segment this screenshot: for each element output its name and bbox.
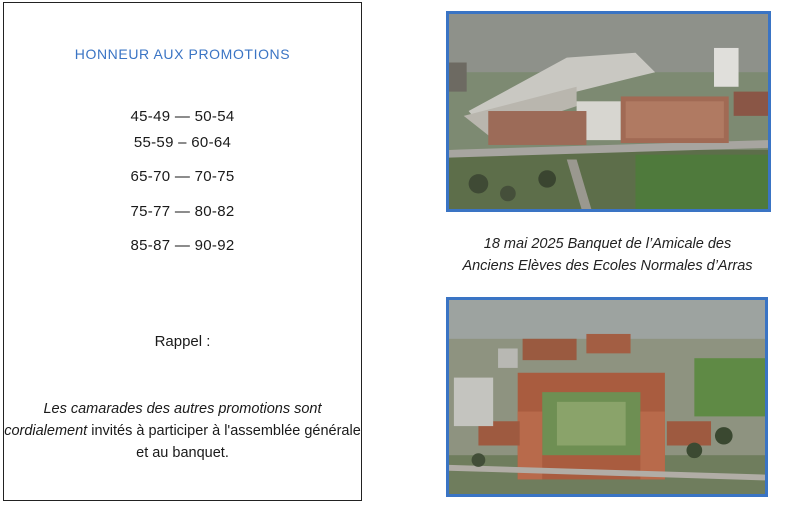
promotion-line: 75-77 — 80-82 bbox=[130, 203, 235, 220]
promotion-line: 45-49 — 50-54 bbox=[130, 108, 235, 125]
aerial-photo-bottom-image bbox=[449, 300, 765, 494]
event-caption-line-2: Anciens Elèves des Ecoles Normales d’Arras bbox=[462, 258, 753, 274]
aerial-photo-bottom bbox=[446, 297, 768, 497]
reminder-title: Rappel : bbox=[154, 333, 211, 350]
reminder-text bbox=[4, 398, 361, 464]
promotion-line: 85-87 — 90-92 bbox=[130, 237, 235, 254]
reminder-text-regular: invités à participer à l'assemblée générale et au banquet. bbox=[87, 423, 361, 461]
event-caption-line-1: 18 mai 2025 Banquet de l’Amicale des bbox=[483, 236, 732, 252]
reminder-text-italic: Les camarades des autres promotions sont cordialement bbox=[4, 401, 322, 439]
promotions-heading: HONNEUR AUX PROMOTIONS bbox=[74, 46, 291, 62]
aerial-photo-top-image bbox=[449, 14, 768, 209]
promotion-line: 65-70 — 70-75 bbox=[130, 168, 235, 185]
event-caption bbox=[415, 233, 800, 277]
promotion-line: 55-59 – 60-64 bbox=[133, 134, 232, 151]
promotions-panel bbox=[3, 2, 362, 501]
aerial-photo-top bbox=[446, 11, 771, 212]
